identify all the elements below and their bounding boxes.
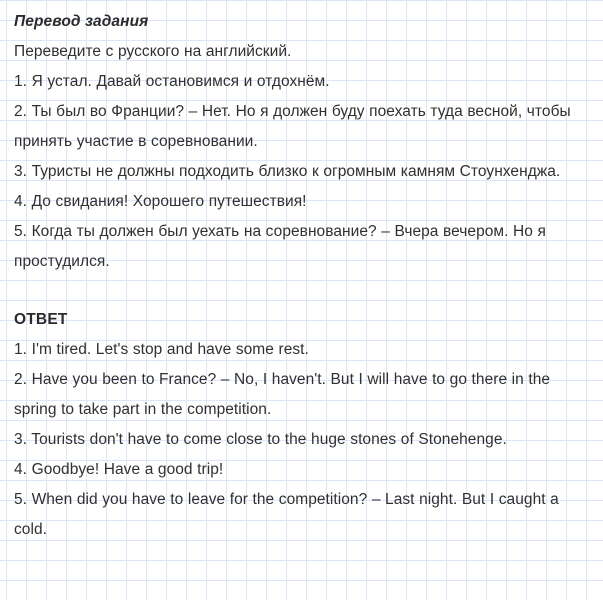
answer-item-3: 3. Tourists don't have to come close to the huge stones of Stonehenge.	[14, 431, 507, 448]
document-content	[14, 0, 592, 545]
answer-item-4: 4. Goodbye! Have a good trip!	[14, 461, 224, 478]
answer-item-1: 1. I'm tired. Let's stop and have some rest.	[14, 341, 309, 358]
section-spacer	[14, 277, 592, 305]
answer-section-title: ОТВЕТ	[14, 311, 68, 328]
translation-section-title: Перевод задания	[14, 13, 149, 30]
translation-instruction: Переведите с русского на английский.	[14, 43, 292, 60]
answer-item-5: 5. When did you have to leave for the competition? – Last night. But I caught a cold.	[14, 491, 559, 538]
translation-item-1: 1. Я устал. Давай остановимся и отдохнём.	[14, 73, 330, 90]
translation-item-4: 4. До свидания! Хорошего путешествия!	[14, 193, 307, 210]
translation-item-5: 5. Когда ты должен был уехать на соревнование? – Вчера вечером. Но я простудился.	[14, 223, 546, 270]
answer-item-2: 2. Have you been to France? – No, I haven't. But I will have to go there in the spring to take part in the competition.	[14, 371, 551, 418]
answer-section	[14, 305, 592, 545]
translation-item-3: 3. Туристы не должны подходить близко к огромным камням Стоунхенджа.	[14, 163, 561, 180]
translation-section	[14, 0, 592, 277]
translation-item-2: 2. Ты был во Франции? – Нет. Но я должен буду поехать туда весной, чтобы принять участие в соревновании.	[14, 103, 571, 150]
